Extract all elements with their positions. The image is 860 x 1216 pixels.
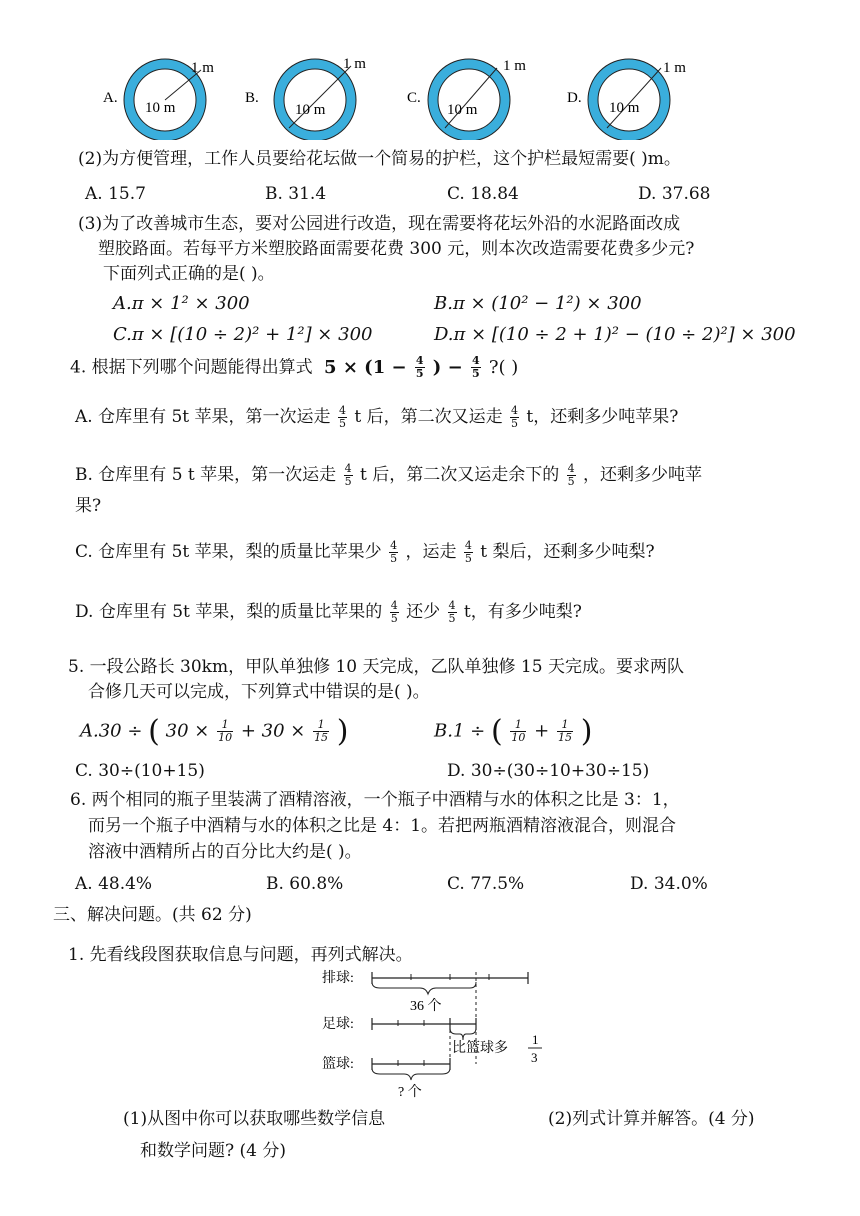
fraction: $\frac{4}{5}$ (448, 599, 456, 625)
sub-question-1-line-1: (1)从图中你可以获取哪些数学信息 (123, 1109, 386, 1129)
fraction: $\frac{4}{5}$ (344, 462, 352, 488)
diagram-compare-frac-num: 1 (532, 1032, 539, 1047)
ring-letter: A. (103, 90, 118, 106)
paren: ) (580, 714, 593, 749)
option-text: B. 仓库里有 5 t 苹果，第一次运走 (75, 465, 337, 485)
ring-letter: B. (245, 90, 259, 106)
fraction: $\frac{4}{5}$ (415, 354, 424, 380)
ring-inner-label: 10 m (609, 100, 640, 116)
option-text: D. 仓库里有 5t 苹果，梨的质量比苹果的 (75, 602, 383, 622)
fraction: $\frac{4}{5}$ (390, 599, 398, 625)
q4-expression (324, 354, 519, 380)
diagram-count-label: 36 个 (410, 999, 442, 1014)
ring-inner-label: 10 m (447, 102, 478, 118)
ring-figures (95, 50, 715, 140)
ring-figure-b (245, 56, 366, 140)
q3-option-c[interactable]: C.π × [(10 ÷ 2)² + 1²] × 300 (113, 324, 373, 345)
paren: ( (148, 714, 160, 749)
option-text: + 30 × (240, 720, 306, 742)
q5-option-b[interactable] (434, 714, 592, 749)
option-text: 还少 (406, 602, 441, 622)
question-5-line-2: 合修几天可以完成，下列算式中错误的是( )。 (88, 682, 430, 702)
diagram-row-football: 足球: (322, 1017, 354, 1032)
option-text: 30 × (165, 720, 210, 742)
fraction: $\frac{4}{5}$ (471, 354, 480, 380)
q4-option-a[interactable] (75, 405, 678, 430)
option-text: t，还剩多少吨苹果? (526, 407, 679, 427)
diagram-compare-frac-den: 3 (531, 1050, 538, 1065)
q6-option-c[interactable]: C. 77.5% (447, 874, 525, 894)
question-3-line-3: 下面列式正确的是( )。 (103, 264, 275, 284)
ring-inner-label: 10 m (295, 102, 326, 118)
option-text: t 梨后，还剩多少吨梨? (480, 542, 655, 562)
fraction: $\frac{1}{10}$ (218, 718, 233, 744)
section-3-title: 三、解决问题。(共 62 分) (53, 905, 252, 925)
question-2-stem: (2)为方便管理，工作人员要给花坛做一个简易的护栏，这个护栏最短需要( )m。 (78, 149, 681, 169)
ring-outer-label: 1 m (503, 58, 526, 74)
ring-outer-label: 1 m (191, 60, 214, 76)
fraction: $\frac{4}{5}$ (390, 539, 398, 565)
q4-option-c[interactable] (75, 540, 655, 565)
option-text: ，运走 (405, 542, 457, 562)
diagram-question-label: ? 个 (398, 1085, 422, 1100)
ring-figure-c (407, 58, 526, 140)
ring-letter: D. (567, 90, 582, 106)
fraction: $\frac{1}{15}$ (314, 718, 329, 744)
fraction: $\frac{4}{5}$ (567, 462, 575, 488)
option-text: + (534, 720, 550, 742)
q4-option-d[interactable] (75, 600, 582, 625)
fraction: $\frac{4}{5}$ (511, 404, 519, 430)
option-text: t 后，第二次又运走余下的 (359, 465, 560, 485)
sub-question-1-line-2: 和数学问题? (4 分) (140, 1141, 287, 1161)
sub-question-2: (2)列式计算并解答。(4 分) (548, 1109, 755, 1129)
question-4-stem (70, 355, 518, 380)
question-3-line-1: (3)为了改善城市生态，要对公园进行改造，现在需要将花坛外沿的水泥路面改成 (78, 214, 681, 234)
q5-option-d[interactable]: D. 30÷(30÷10+30÷15) (447, 761, 650, 781)
diagram-compare-label: 比篮球多 (452, 1041, 508, 1056)
fraction: $\frac{4}{5}$ (338, 404, 346, 430)
line-segment-diagram (320, 964, 560, 1104)
ring-outer-label: 1 m (663, 60, 686, 76)
q4-expr-part: 5 × (1 − (324, 356, 407, 378)
q4-stem-text: 4. 根据下列哪个问题能得出算式 (70, 357, 313, 378)
q2-option-a[interactable]: A. 15.7 (85, 184, 146, 204)
question-5-line-1: 5. 一段公路长 30km，甲队单独修 10 天完成，乙队单独修 15 天完成。要求两队 (68, 657, 684, 677)
q2-option-c[interactable]: C. 18.84 (447, 184, 519, 204)
q6-option-b[interactable]: B. 60.8% (266, 874, 344, 894)
fraction: $\frac{1}{15}$ (557, 718, 572, 744)
option-text: t 后，第二次又运走 (354, 407, 503, 427)
ring-letter: C. (407, 90, 421, 106)
option-text: ，还剩多少吨苹 (583, 465, 703, 485)
question-6-line-3: 溶液中酒精所占的百分比大约是( )。 (88, 842, 362, 862)
question-3-line-2: 塑胶路面。若每平方米塑胶路面需要花费 300 元，则本次改造需要花费多少元? (98, 239, 695, 259)
section-3-question-1: 1. 先看线段图获取信息与问题，再列式解决。 (68, 945, 413, 965)
question-6-line-1: 6. 两个相同的瓶子里装满了酒精溶液，一个瓶子中酒精与水的体积之比是 3：1， (70, 790, 680, 810)
question-6-line-2: 而另一个瓶子中酒精与水的体积之比是 4：1。若把两瓶酒精溶液混合，则混合 (88, 816, 677, 836)
q2-option-b[interactable]: B. 31.4 (265, 184, 327, 204)
ring-figure-a (103, 59, 214, 140)
q5-option-c[interactable]: C. 30÷(10+15) (75, 761, 205, 781)
option-text: B.1 ÷ (434, 720, 486, 742)
option-text: A. 仓库里有 5t 苹果，第一次运走 (75, 407, 331, 427)
q4-option-b[interactable] (75, 463, 702, 488)
ring-figure-d (567, 59, 686, 140)
option-text: A.30 ÷ (80, 720, 143, 742)
fraction: $\frac{1}{10}$ (511, 718, 526, 744)
q4-option-b-cont: 果? (75, 496, 102, 516)
option-text: t，有多少吨梨? (463, 602, 582, 622)
paren: ) (336, 714, 349, 749)
ring-outer-label: 1 m (343, 56, 366, 72)
fraction: $\frac{4}{5}$ (464, 539, 472, 565)
ring-inner-label: 10 m (145, 100, 176, 116)
paren: ( (490, 714, 503, 749)
option-text: C. 仓库里有 5t 苹果，梨的质量比苹果少 (75, 542, 382, 562)
q6-option-a[interactable]: A. 48.4% (75, 874, 153, 894)
diagram-row-volleyball: 排球: (322, 971, 354, 986)
q5-option-a[interactable] (80, 714, 349, 749)
diagram-row-basketball: 篮球: (322, 1057, 354, 1072)
q3-option-a[interactable]: A.π × 1² × 300 (113, 293, 250, 314)
q2-option-d[interactable]: D. 37.68 (638, 184, 711, 204)
q3-option-b[interactable]: B.π × (10² − 1²) × 300 (434, 293, 642, 314)
q3-option-d[interactable]: D.π × [(10 ÷ 2 + 1)² − (10 ÷ 2)²] × 300 (434, 324, 796, 345)
q4-expr-part: ) − (432, 356, 463, 378)
q6-option-d[interactable]: D. 34.0% (630, 874, 708, 894)
q4-expr-part: ?( ) (488, 356, 519, 378)
